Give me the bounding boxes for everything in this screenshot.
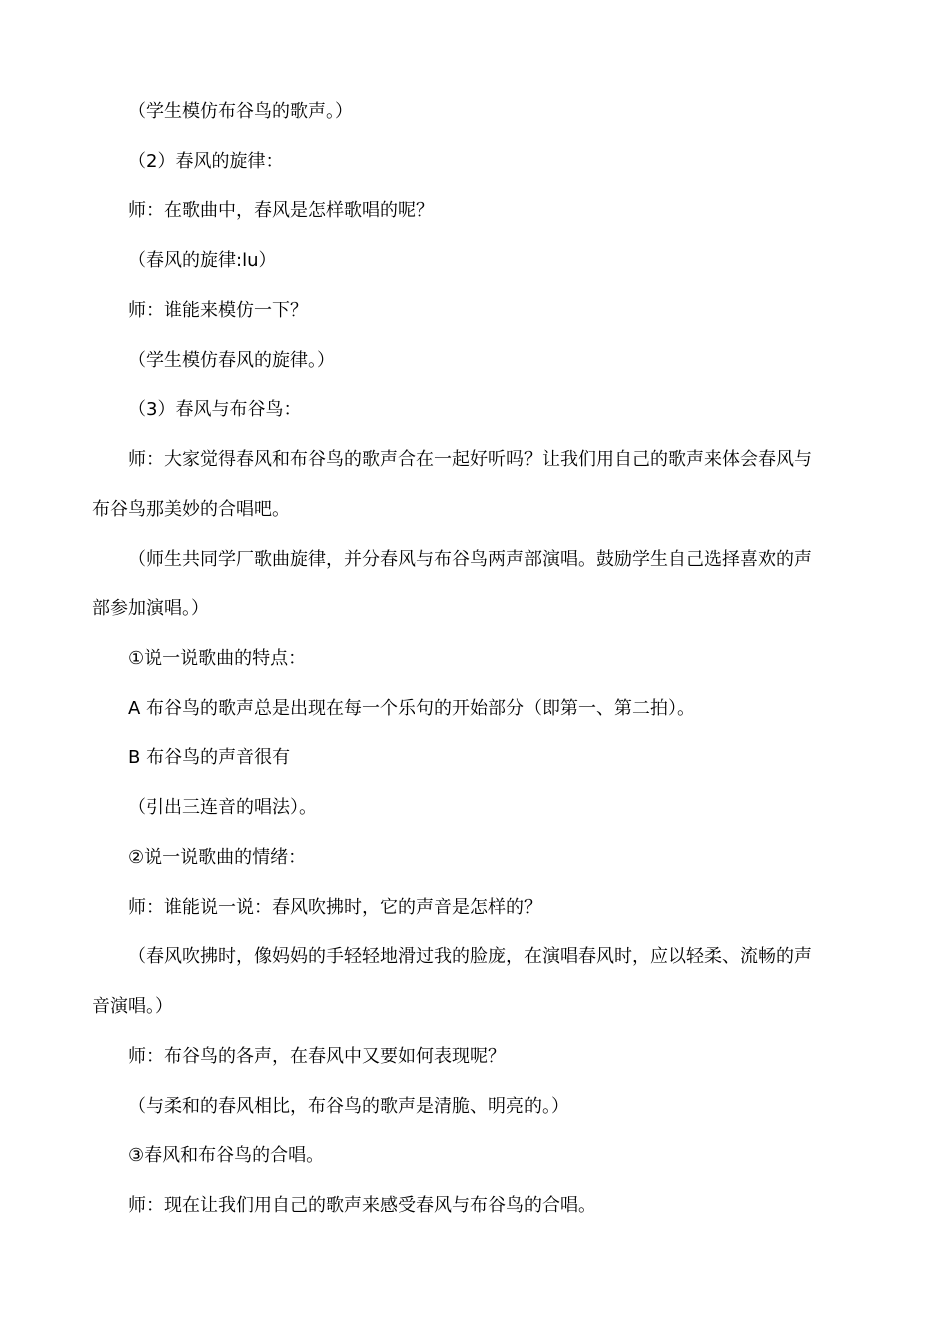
text-line: （学生模仿春风的旋律。） (128, 350, 335, 371)
text-line: （引出三连音的唱法）。 (128, 797, 317, 818)
text-line: （与柔和的春风相比，布谷鸟的歌声是清脆、明亮的。） (128, 1096, 569, 1117)
text-line: 师：布谷鸟的各声，在春风中又要如何表现呢？ (128, 1046, 506, 1067)
text-line: （2）春风的旋律： (128, 151, 284, 172)
text-line: （春风吹拂时，像妈妈的手轻轻地滑过我的脸庞，在演唱春风时，应以轻柔、流畅的声 (128, 946, 812, 967)
text-line: ③春风和布谷鸟的合唱。 (128, 1145, 325, 1166)
text-line: 师：谁能说一说：春风吹拂时，它的声音是怎样的？ (128, 897, 542, 918)
text-line: ①说一说歌曲的特点： (128, 648, 307, 669)
text-line: 部参加演唱。） (92, 598, 209, 619)
text-line: A 布谷鸟的歌声总是出现在每一个乐句的开始部分（即第一、第二拍）。 (128, 698, 696, 719)
text-line: 师：谁能来模仿一下？ (128, 300, 308, 321)
text-line: （3）春风与布谷鸟： (128, 399, 302, 420)
text-line: 师：在歌曲中，春风是怎样歌唱的呢？ (128, 200, 434, 221)
text-line: 音演唱。） (92, 996, 173, 1017)
text-line: 师：大家觉得春风和布谷鸟的歌声合在一起好听吗？让我们用自己的歌声来体会春风与 (128, 449, 812, 470)
text-line: 布谷鸟那美妙的合唱吧。 (92, 499, 290, 520)
text-line: 师：现在让我们用自己的歌声来感受春风与布谷鸟的合唱。 (128, 1195, 596, 1216)
text-line: B 布谷鸟的声音很有 (128, 747, 291, 768)
text-line: （师生共同学厂歌曲旋律，并分春风与布谷鸟两声部演唱。鼓励学生自己选择喜欢的声 (128, 549, 812, 570)
text-line: （学生模仿布谷鸟的歌声。） (128, 101, 353, 122)
text-line: ②说一说歌曲的情绪： (128, 847, 307, 868)
text-line: （春风的旋律:lu） (128, 250, 277, 271)
